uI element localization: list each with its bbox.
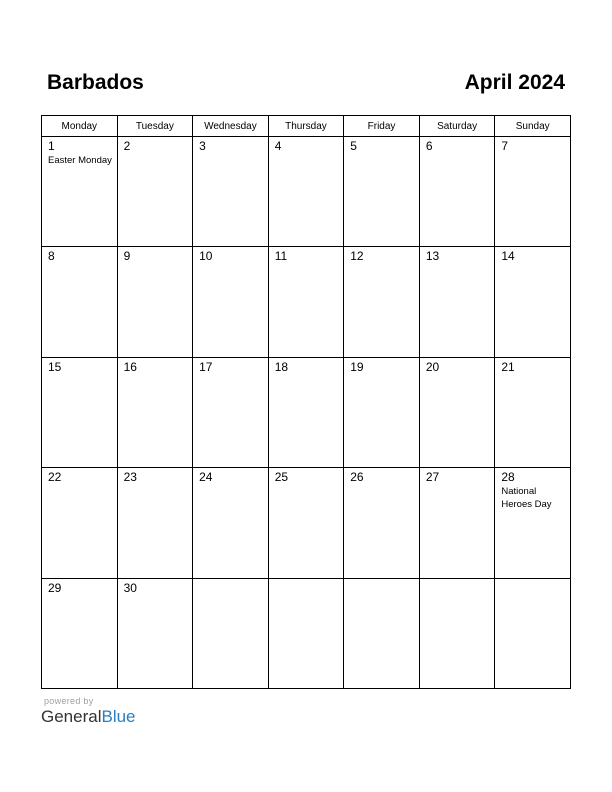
- brand-name-part1: General: [41, 707, 102, 726]
- day-cell: [419, 357, 495, 467]
- weekday-header-row: [42, 116, 571, 137]
- day-cell: [42, 137, 118, 247]
- calendar-country-title: Barbados: [47, 71, 144, 94]
- day-number: 27: [425, 470, 440, 485]
- day-number: 4: [274, 139, 282, 153]
- day-cell: [495, 137, 571, 247]
- day-cell: [344, 137, 420, 247]
- day-number: 25: [274, 470, 289, 485]
- day-number: 28: [501, 470, 515, 485]
- day-cell: [117, 247, 193, 357]
- generalblue-logo[interactable]: [41, 707, 136, 727]
- day-cell: [42, 247, 118, 357]
- day-cell: [268, 137, 344, 247]
- day-cell: [193, 247, 269, 357]
- day-cell: [42, 468, 118, 578]
- day-cell: [268, 468, 344, 578]
- day-cell: [419, 247, 495, 357]
- day-number: 3: [199, 139, 206, 153]
- day-cell: [117, 468, 193, 578]
- day-cell: [268, 578, 344, 688]
- day-cell: [344, 357, 420, 467]
- brand-name-part2: Blue: [101, 707, 136, 726]
- day-cell: [117, 578, 193, 688]
- day-number: 19: [350, 359, 364, 374]
- day-cell: [495, 357, 571, 467]
- day-number: 13: [425, 249, 440, 264]
- day-cell: [268, 357, 344, 467]
- calendar-month-title: April 2024: [464, 71, 565, 94]
- day-number: 12: [350, 249, 364, 264]
- week-row: [42, 357, 571, 467]
- day-number: 22: [48, 470, 62, 485]
- day-number: 6: [425, 139, 433, 153]
- day-cell: [117, 137, 193, 247]
- day-cell: [419, 468, 495, 578]
- day-cell: [344, 468, 420, 578]
- holiday-label: Easter Monday: [48, 155, 112, 166]
- day-cell: [193, 468, 269, 578]
- day-cell: [344, 578, 420, 688]
- day-number: 16: [123, 359, 137, 374]
- week-row: [42, 468, 571, 578]
- day-number: 30: [123, 580, 137, 595]
- day-cell: [193, 137, 269, 247]
- weekday-header: Wednesday: [193, 116, 269, 137]
- day-cell: [193, 357, 269, 467]
- weekday-header: Friday: [344, 116, 420, 137]
- day-cell: [419, 137, 495, 247]
- day-number: 14: [501, 249, 515, 264]
- day-number: 17: [199, 359, 213, 374]
- day-number: 8: [48, 249, 55, 264]
- day-number: 26: [350, 470, 364, 485]
- day-cell: [117, 357, 193, 467]
- calendar-grid: [41, 115, 571, 689]
- day-number: 21: [501, 359, 515, 374]
- day-number: 2: [123, 139, 131, 153]
- day-cell: [193, 578, 269, 688]
- day-number: 9: [123, 249, 131, 264]
- holiday-label: National Heroes Day: [501, 486, 552, 511]
- weekday-header: Saturday: [419, 116, 495, 137]
- day-number: 29: [48, 580, 62, 595]
- weekday-header: Thursday: [268, 116, 344, 137]
- day-number: 5: [350, 139, 357, 153]
- day-number: 24: [199, 470, 213, 485]
- day-number: 1: [48, 139, 55, 153]
- weekday-header: Tuesday: [117, 116, 193, 137]
- week-row: [42, 247, 571, 357]
- week-row: [42, 578, 571, 688]
- day-cell: [495, 578, 571, 688]
- day-number: 11: [274, 249, 288, 264]
- day-cell: [344, 247, 420, 357]
- weekday-header: Sunday: [495, 116, 571, 137]
- day-cell: [419, 578, 495, 688]
- day-cell: [42, 578, 118, 688]
- day-cell: [268, 247, 344, 357]
- powered-by-text: powered by: [44, 696, 94, 706]
- day-number: 15: [48, 359, 62, 374]
- day-number: 20: [425, 359, 440, 374]
- day-number: 7: [501, 139, 509, 153]
- day-cell: [42, 357, 118, 467]
- day-cell: [495, 247, 571, 357]
- weekday-header: Monday: [42, 116, 118, 137]
- day-cell: [495, 468, 571, 578]
- day-number: 10: [199, 249, 213, 264]
- day-number: 23: [123, 470, 137, 485]
- day-number: 18: [274, 359, 289, 374]
- week-row: [42, 137, 571, 247]
